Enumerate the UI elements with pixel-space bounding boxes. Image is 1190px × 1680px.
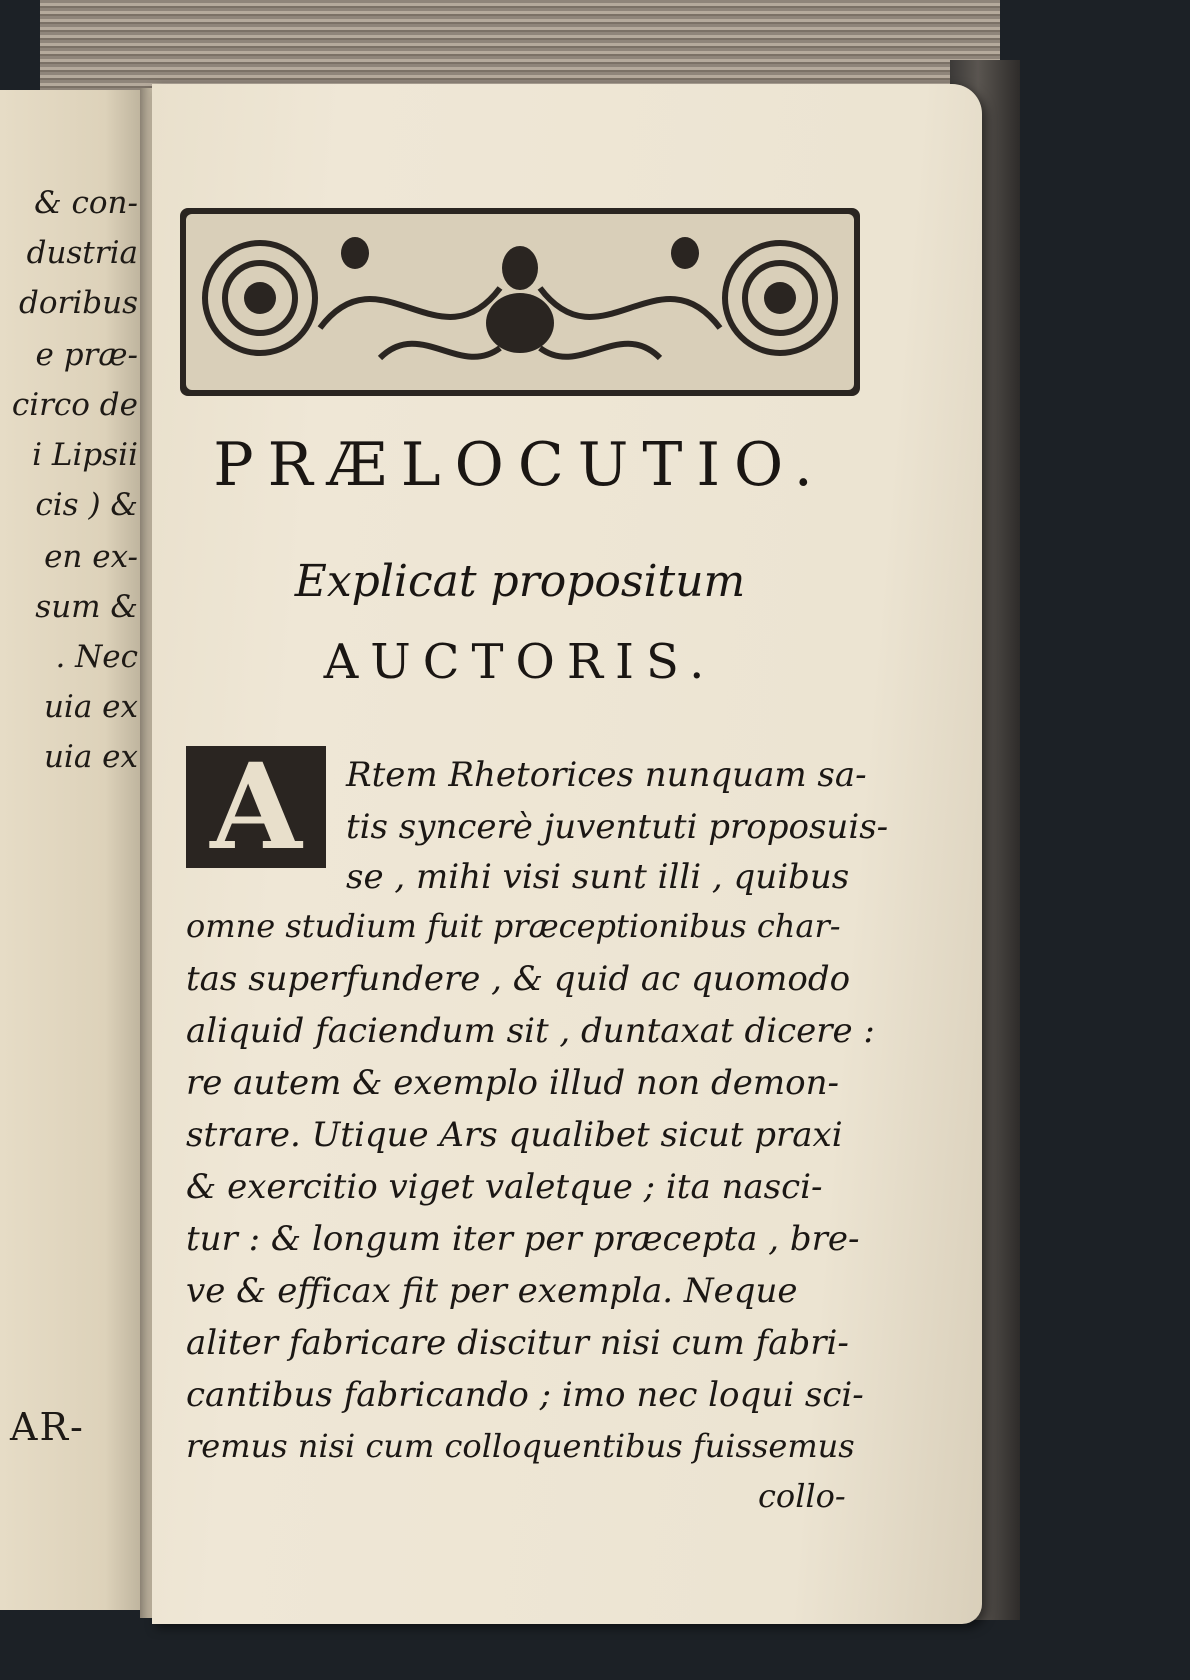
drop-cap [186, 737, 326, 876]
left-line: uia ex [43, 689, 138, 725]
left-line: circo de [11, 387, 138, 423]
left-line: i Lipsii [32, 437, 138, 473]
body-line: cantibus fabricando ; imo nec loqui sci- [186, 1375, 864, 1415]
left-line: & con- [34, 185, 138, 221]
body-line: aliquid faciendum sit , duntaxat dicere : [186, 1011, 875, 1051]
book-top-edge [40, 0, 1000, 95]
body-line: tur : & longum iter per præcepta , bre- [186, 1219, 860, 1259]
left-line: . Nec [55, 639, 138, 675]
left-line: en ex- [44, 539, 138, 575]
ornamental-headpiece [180, 208, 860, 396]
body-line: remus nisi cum colloquentibus fuissemus [186, 1427, 855, 1465]
subtitle-author: AUCTORIS. [323, 634, 717, 690]
page-title: PRÆLOCUTIO. [213, 430, 827, 500]
left-line: sum & [35, 589, 138, 625]
left-line: uia ex [43, 739, 138, 775]
left-line: doribus [19, 285, 138, 321]
catchword: collo- [758, 1477, 846, 1515]
left-line: cis ) & [35, 487, 138, 523]
body-line: se , mihi visi sunt illi , quibus [346, 857, 850, 897]
left-page [0, 90, 150, 1610]
left-line: e præ- [35, 337, 138, 373]
body-line: omne studium fuit præceptionibus char- [186, 907, 841, 945]
body-line: strare. Utique Ars qualibet sicut praxi [186, 1115, 843, 1155]
left-line: dustria [26, 235, 138, 271]
drop-cap-letter: A [210, 737, 302, 876]
body-line: ve & efficax fit per exempla. Neque [186, 1271, 798, 1311]
subtitle: Explicat propositum [294, 556, 746, 607]
body-line: aliter fabricare discitur nisi cum fabri- [186, 1323, 849, 1363]
body-line: & exercitio viget valetque ; ita nasci- [186, 1167, 823, 1207]
body-line: tas superfundere , & quid ac quomodo [186, 959, 851, 999]
left-bottom-text: AR- [10, 1405, 85, 1449]
body-line: Rtem Rhetorices nunquam sa- [346, 755, 867, 795]
body-line: re autem & exemplo illud non demon- [186, 1063, 839, 1103]
body-line: tis syncerè juventuti proposuis- [346, 807, 889, 847]
